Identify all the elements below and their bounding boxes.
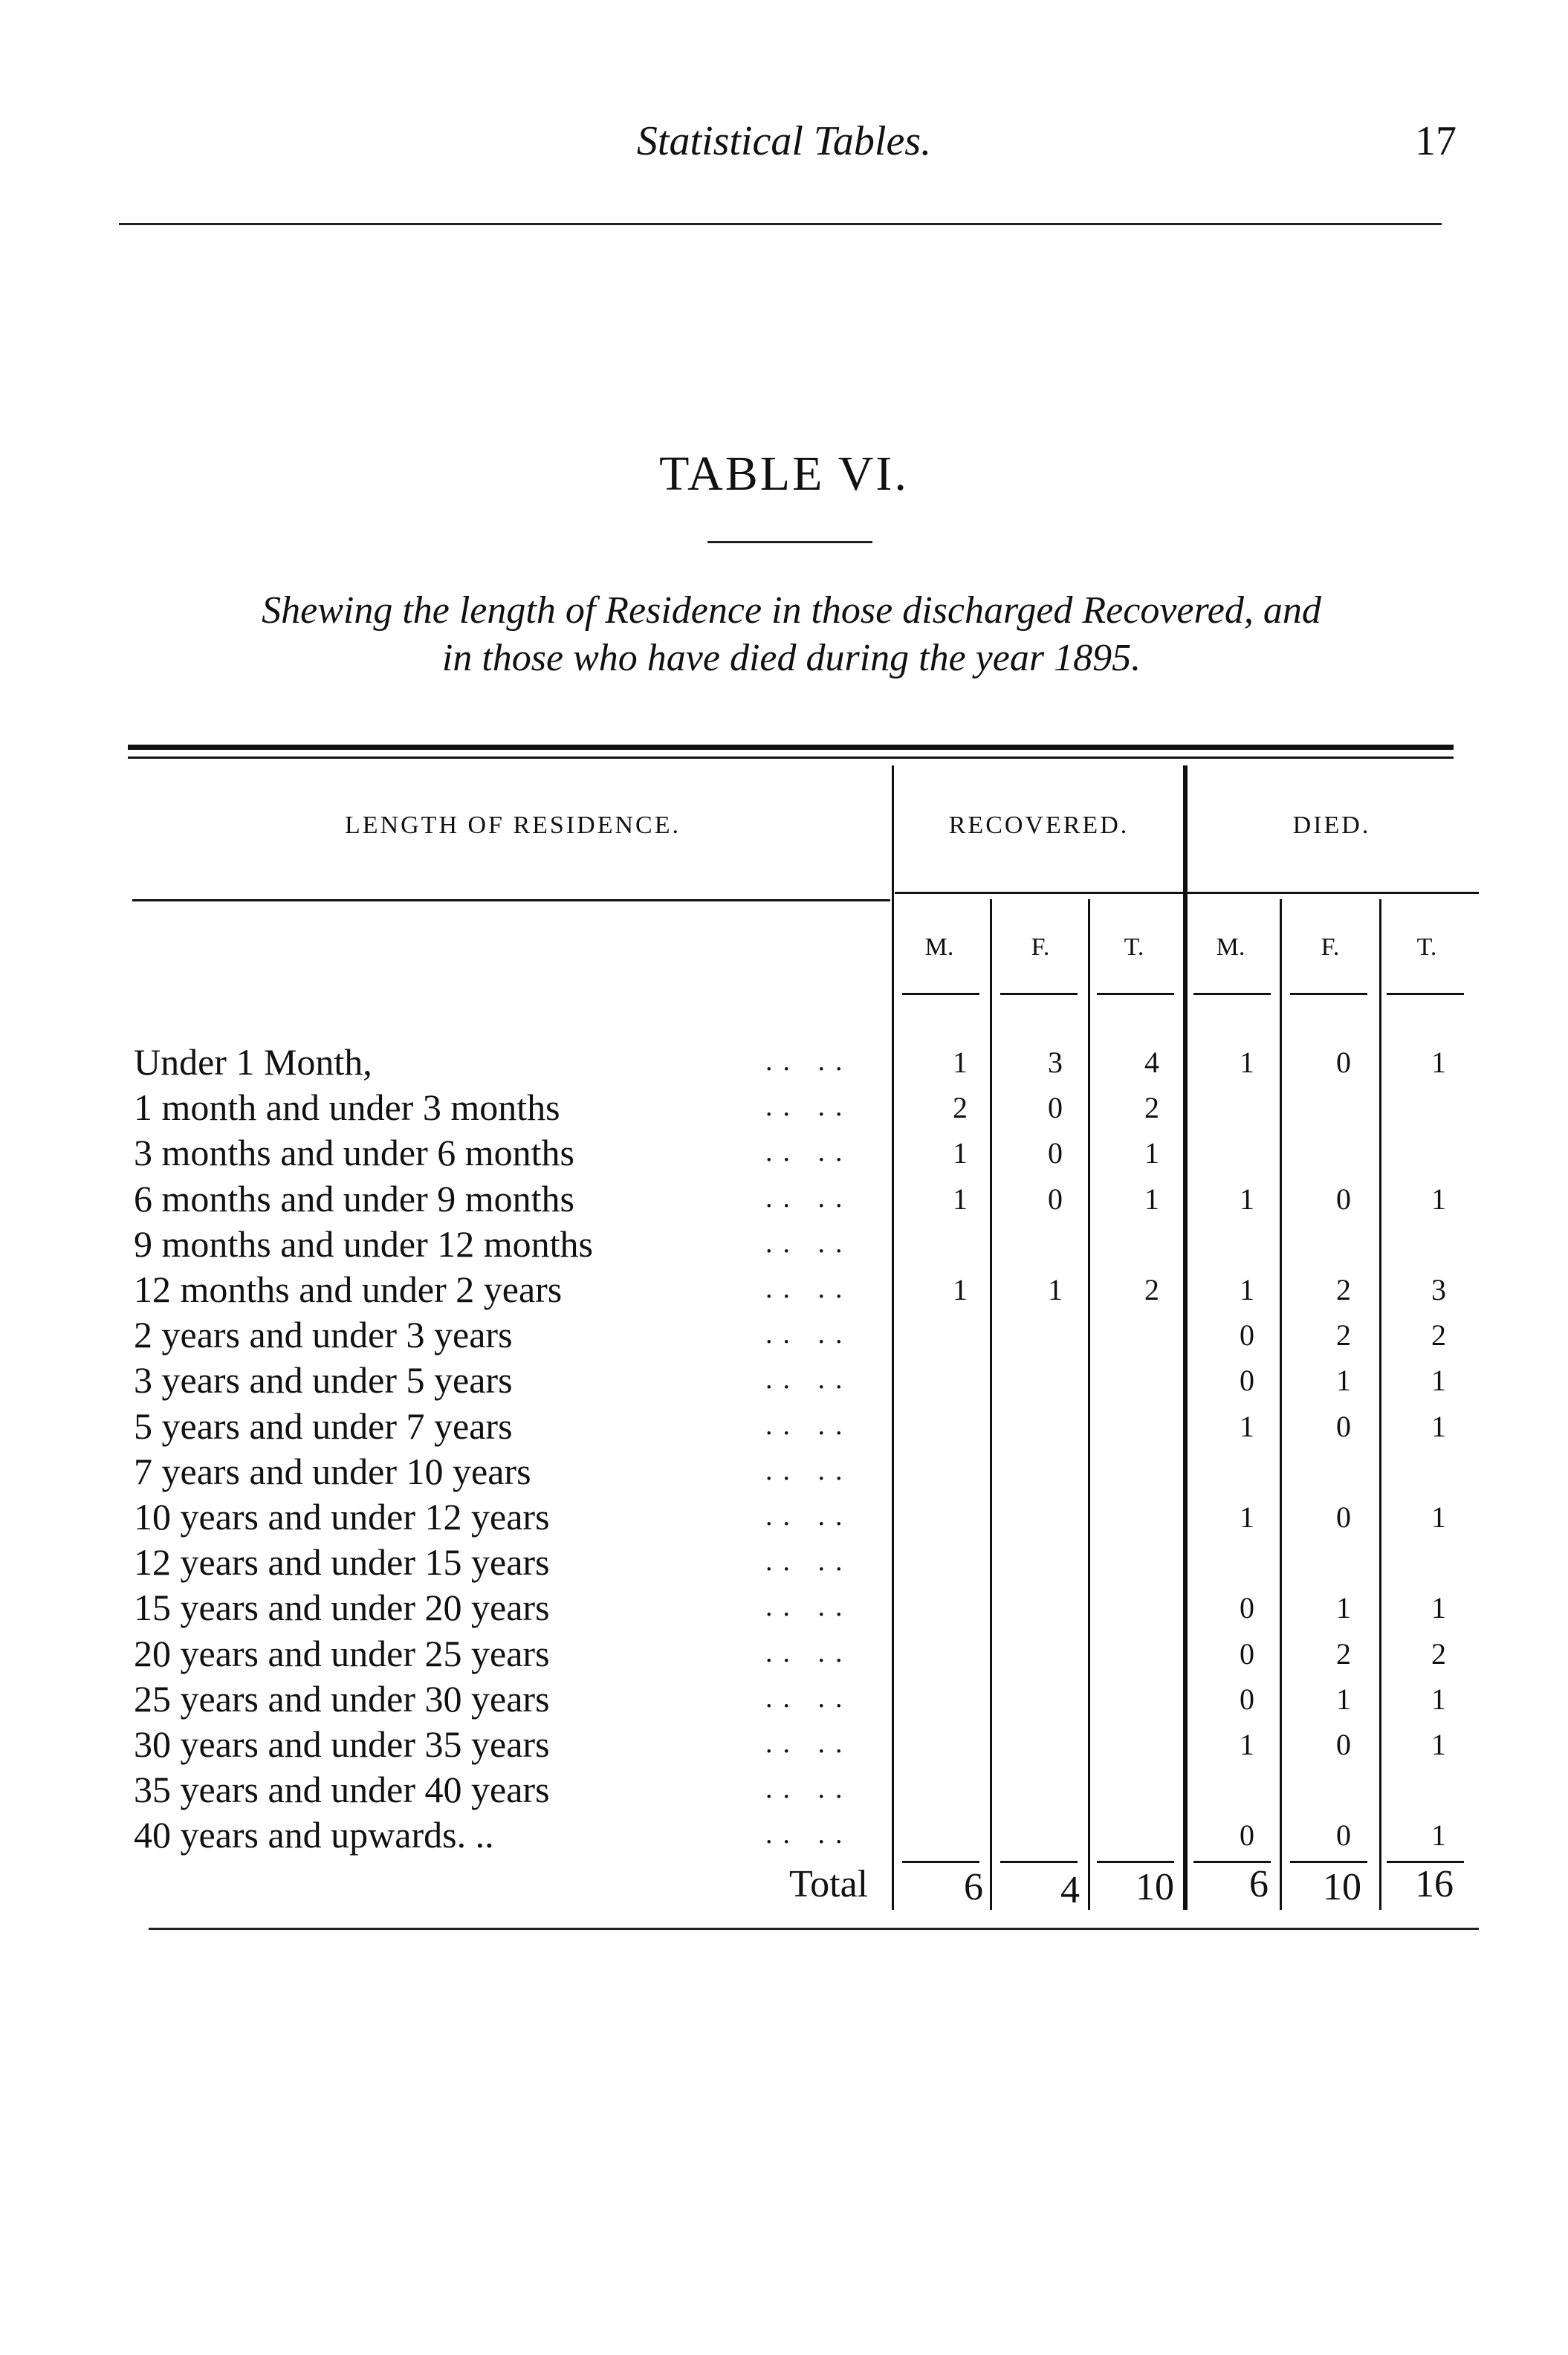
row-leader-dots: .. ..	[765, 1546, 853, 1578]
table-cell: 2	[1144, 1273, 1159, 1306]
table-cell: 1	[1431, 1728, 1446, 1761]
subheading-underline	[1193, 993, 1271, 995]
table-cell: 0	[1240, 1318, 1254, 1353]
table-top-rule-thin	[128, 757, 1454, 759]
row-label: 35 years and under 40 years	[134, 1769, 550, 1811]
table-cell: 1	[1431, 1500, 1446, 1534]
heading-underline	[132, 899, 890, 901]
table-top-rule	[128, 745, 1454, 750]
row-label: 3 months and under 6 months	[134, 1132, 575, 1174]
total-label: Total	[789, 1863, 869, 1905]
row-label: 5 years and under 7 years	[134, 1405, 513, 1447]
subheading-recovered-m: M.	[924, 933, 954, 961]
table-cell: 2	[953, 1091, 968, 1125]
subtitle-line-1: Shewing the length of Residence in those discharged Recovered, and	[262, 589, 1321, 632]
row-label: 12 months and under 2 years	[134, 1269, 563, 1310]
subheading-underline	[902, 993, 979, 995]
table-cell: 0	[1336, 1182, 1351, 1216]
row-leader-dots: .. ..	[765, 1454, 853, 1486]
total-overline	[1000, 1861, 1078, 1863]
row-label: 25 years and under 30 years	[134, 1677, 550, 1720]
table-cell: 3	[1431, 1273, 1446, 1306]
subheading-died-f: F.	[1321, 933, 1340, 961]
table-cell: 0	[1336, 1409, 1351, 1443]
table-cell: 1	[1240, 1273, 1254, 1306]
table-cell: 2	[1336, 1636, 1351, 1671]
column-heading-recovered: RECOVERED.	[948, 812, 1130, 839]
table-cell: 1	[953, 1182, 968, 1216]
table-cell: 1	[1431, 1682, 1446, 1716]
row-leader-dots: .. ..	[765, 1636, 853, 1668]
header-rule	[119, 223, 1442, 225]
title-rule	[707, 541, 872, 543]
row-leader-dots: .. ..	[765, 1136, 853, 1168]
total-died-m: 6	[1249, 1863, 1269, 1905]
row-label: 2 years and under 3 years	[134, 1314, 513, 1356]
table-cell: 1	[1431, 1409, 1446, 1443]
subheading-underline	[1387, 993, 1464, 995]
table-cell: 1	[1144, 1182, 1159, 1216]
column-heading-length-of-residence: LENGTH OF RESIDENCE.	[345, 812, 681, 839]
total-overline	[1097, 1861, 1174, 1863]
table-cell: 0	[1240, 1818, 1254, 1853]
table-cell: 0	[1336, 1728, 1351, 1761]
subheading-recovered-f: F.	[1031, 933, 1050, 961]
table-title: TABLE VI.	[659, 447, 909, 501]
subheading-underline	[1000, 993, 1078, 995]
table-cell: 1	[1240, 1500, 1254, 1534]
subheading-underline	[1097, 993, 1174, 995]
total-died-t: 16	[1415, 1863, 1454, 1905]
page-number: 17	[1415, 118, 1457, 164]
table-cell: 2	[1431, 1318, 1446, 1353]
table-cell: 2	[1336, 1318, 1351, 1353]
subtitle-line-2: in those who have died during the year 1895.	[441, 637, 1141, 679]
row-label: 1 month and under 3 months	[134, 1086, 560, 1129]
table-cell: 0	[1240, 1682, 1254, 1716]
heading-underline	[895, 892, 1479, 894]
total-died-f: 10	[1323, 1866, 1361, 1908]
table-cell: 0	[1048, 1091, 1063, 1125]
table-cell: 1	[1240, 1409, 1254, 1443]
row-label: 20 years and under 25 years	[134, 1632, 550, 1674]
row-leader-dots: .. ..	[765, 1500, 853, 1532]
table-cell: 1	[1240, 1728, 1254, 1761]
table-cell: 2	[1336, 1273, 1351, 1306]
row-leader-dots: .. ..	[765, 1318, 853, 1350]
table-cell: 0	[1336, 1046, 1351, 1079]
row-label: 3 years and under 5 years	[134, 1359, 513, 1402]
row-leader-dots: .. ..	[765, 1773, 853, 1805]
row-leader-dots: .. ..	[765, 1682, 853, 1714]
row-leader-dots: .. ..	[765, 1409, 853, 1441]
row-label: 12 years and under 15 years	[134, 1541, 550, 1584]
table-cell: 1	[1431, 1182, 1446, 1216]
table-cell: 1	[1240, 1046, 1254, 1079]
subheading-died-m: M.	[1216, 933, 1245, 961]
table-cell: 1	[1144, 1136, 1159, 1170]
table-cell: 1	[1431, 1046, 1446, 1079]
table-cell: 1	[1336, 1364, 1351, 1398]
subheading-underline	[1290, 993, 1367, 995]
row-leader-dots: .. ..	[765, 1591, 853, 1623]
table-cell: 1	[1431, 1591, 1446, 1625]
row-label: 7 years and under 10 years	[134, 1450, 531, 1492]
subheading-recovered-t: T.	[1124, 933, 1144, 961]
table-cell: 2	[1431, 1636, 1446, 1671]
row-label: 40 years and upwards. ..	[134, 1814, 494, 1856]
total-recovered-m: 6	[964, 1866, 983, 1908]
table-cell: 1	[1048, 1273, 1063, 1306]
table-cell: 1	[1431, 1364, 1446, 1398]
table-cell: 0	[1048, 1136, 1063, 1170]
table-subtitle	[126, 587, 1457, 682]
table-cell: 1	[1336, 1591, 1351, 1625]
row-leader-dots: .. ..	[765, 1728, 853, 1759]
table-cell: 0	[1336, 1500, 1351, 1534]
table-cell: 1	[953, 1136, 968, 1170]
table-cell: 1	[1336, 1682, 1351, 1716]
table-cell: 1	[1431, 1818, 1446, 1853]
row-leader-dots: .. ..	[765, 1818, 853, 1850]
table-cell: 0	[1048, 1182, 1063, 1216]
row-leader-dots: .. ..	[765, 1273, 853, 1304]
row-leader-dots: .. ..	[765, 1364, 853, 1396]
table-cell: 0	[1240, 1591, 1254, 1625]
table-cell: 2	[1144, 1091, 1159, 1125]
row-leader-dots: .. ..	[765, 1227, 853, 1259]
total-recovered-t: 10	[1135, 1866, 1174, 1908]
row-label: 9 months and under 12 months	[134, 1222, 594, 1265]
row-label: 10 years and under 12 years	[134, 1496, 550, 1538]
table-cell: 1	[1240, 1182, 1254, 1216]
row-label: 30 years and under 35 years	[134, 1723, 550, 1765]
table-cell: 0	[1240, 1636, 1254, 1671]
table-cell: 4	[1144, 1046, 1159, 1079]
total-recovered-f: 4	[1060, 1869, 1080, 1911]
table-cell: 1	[953, 1046, 968, 1079]
table-cell: 0	[1240, 1364, 1254, 1398]
row-label: 15 years and under 20 years	[134, 1587, 550, 1629]
row-label: 6 months and under 9 months	[134, 1177, 575, 1219]
table-cell: 0	[1336, 1818, 1351, 1853]
running-head: Statistical Tables.	[636, 118, 932, 164]
table-cell: 1	[953, 1273, 968, 1306]
row-leader-dots: .. ..	[765, 1091, 853, 1123]
table-bottom-rule	[149, 1928, 1479, 1930]
total-overline	[902, 1861, 979, 1863]
row-label: Under 1 Month,	[134, 1041, 372, 1083]
row-leader-dots: .. ..	[765, 1046, 853, 1077]
subheading-died-t: T.	[1416, 933, 1437, 961]
row-leader-dots: .. ..	[765, 1182, 853, 1214]
table-cell: 3	[1048, 1046, 1063, 1079]
column-heading-died: DIED.	[1292, 812, 1371, 839]
